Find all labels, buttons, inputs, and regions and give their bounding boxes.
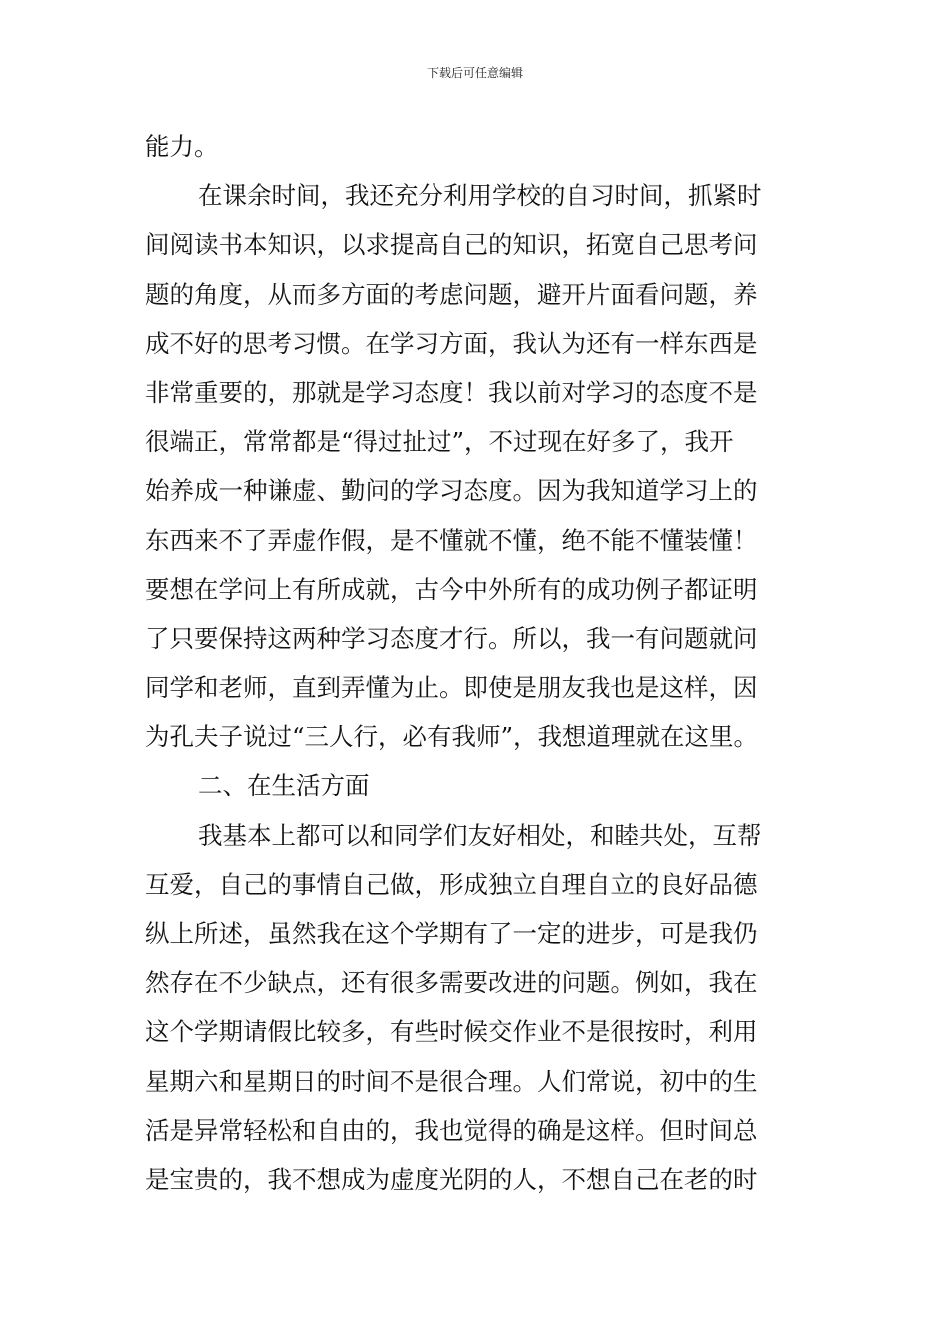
text-line: 能力。: [145, 132, 219, 161]
text-line: 是宝贵的，我不想成为虚度光阴的人，不想自己在老的时: [145, 1164, 758, 1194]
text-line: 活是异常轻松和自由的，我也觉得的确是这样。但时间总: [145, 1115, 758, 1145]
text-line: 要想在学问上有所成就，古今中外所有的成功例子都证明: [145, 574, 758, 604]
text-line: 星期六和星期日的时间不是很合理。人们常说，初中的生: [145, 1066, 758, 1096]
text-line: 成不好的思考习惯。在学习方面，我认为还有一样东西是: [145, 328, 758, 358]
text-line: 我基本上都可以和同学们友好相处，和睦共处，互帮: [198, 820, 762, 850]
text-line: 这个学期请假比较多，有些时候交作业不是很按时，利用: [145, 1017, 758, 1047]
document-body: [145, 122, 805, 1204]
page-header: 下载后可任意编辑: [426, 66, 523, 80]
text-line: 在课余时间，我还充分利用学校的自习时间，抓紧时: [198, 181, 762, 211]
text-line: 纵上所述，虽然我在这个学期有了一定的进步，可是我仍: [145, 919, 758, 948]
text-line: 间阅读书本知识，以求提高自己的知识，拓宽自己思考问: [145, 230, 758, 260]
text-line: 然存在不少缺点，还有很多需要改进的问题。例如，我在: [145, 968, 758, 998]
text-line: 东西来不了弄虚作假，是不懂就不懂，绝不能不懂装懂！: [145, 525, 758, 555]
text-line: 题的角度，从而多方面的考虑问题，避开片面看问题，养: [145, 279, 758, 309]
text-line: 同学和老师，直到弄懂为止。即使是朋友我也是这样，因: [145, 673, 758, 703]
text-line: 很端正，常常都是“得过扯过”，不过现在好多了，我开: [145, 427, 734, 457]
text-line: 互爱，自己的事情自己做，形成独立自理自立的良好品德: [145, 869, 758, 899]
section-heading: 二、在生活方面: [198, 771, 370, 801]
text-line: 非常重要的，那就是学习态度！我以前对学习的态度不是: [145, 377, 758, 407]
text-line: 为孔夫子说过“三人行，必有我师”，我想道理就在这里。: [145, 722, 759, 752]
text-line: 了只要保持这两种学习态度才行。所以，我一有问题就问: [145, 623, 758, 653]
text-line: 始养成一种谦虚、勤问的学习态度。因为我知道学习上的: [145, 476, 758, 506]
